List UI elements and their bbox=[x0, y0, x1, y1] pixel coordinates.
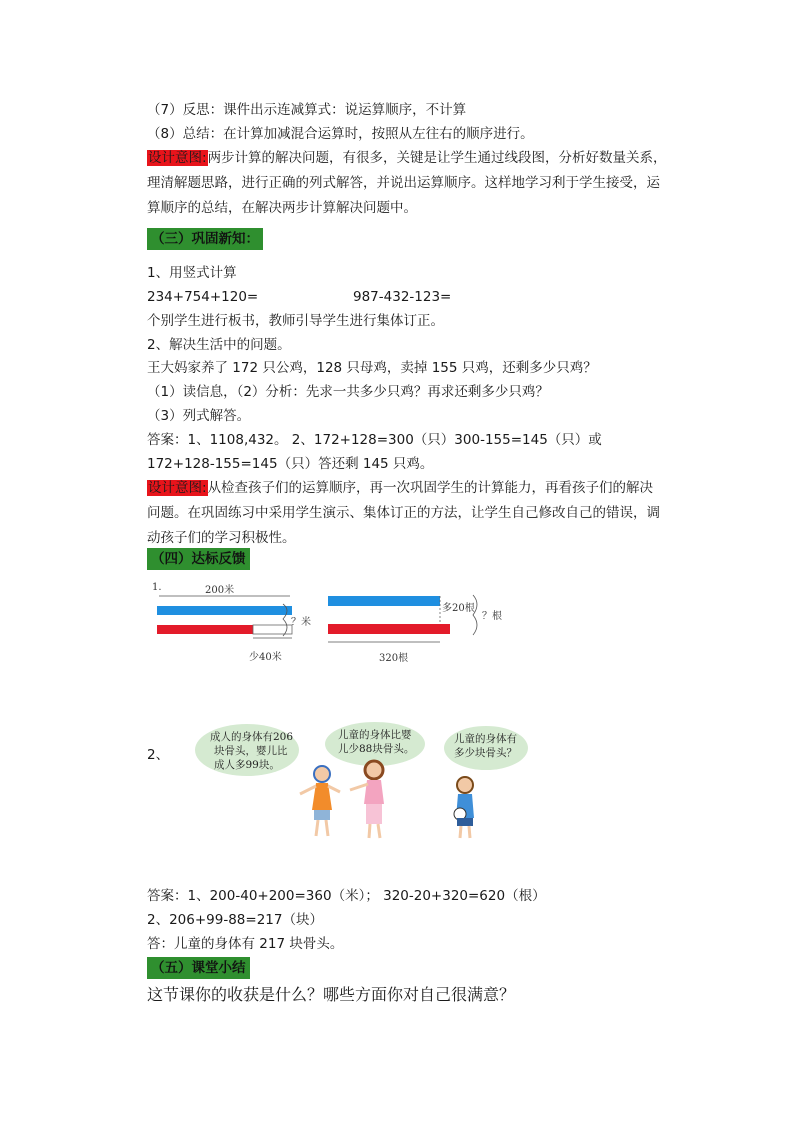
fig1-question2-label: ？根 bbox=[482, 611, 502, 622]
fig1-number: 1. bbox=[152, 582, 162, 593]
fig1-bottom-label: 320根 bbox=[379, 653, 409, 664]
bubble1-line2: 块骨头，婴儿比 bbox=[214, 745, 288, 757]
design-intent-tag: 设计意图: bbox=[148, 150, 207, 166]
fig1-question-label: ？米 bbox=[291, 617, 311, 628]
question-2-steps: （1）读信息，（2）分析：先求一共多少只鸡？再求还剩多少只鸡？ bbox=[147, 384, 549, 400]
design-intent-1-end: 算顺序的总结，在解决两步计算解决问题中。 bbox=[147, 200, 417, 216]
answer-1-cont: 172+128-155=145（只）答还剩 145 只鸡。 bbox=[147, 456, 434, 472]
design-intent-2 bbox=[147, 478, 653, 498]
design-intent-2-cont: 问题。在巩固练习中采用学生演示、集体订正的方法，让学生自己修改自己的错误，调 bbox=[147, 505, 660, 521]
design-intent-text: 从检查孩子们的运算顺序，再一次巩固学生的计算能力，再看孩子们的解决 bbox=[207, 480, 654, 496]
bubble1-line1: 成人的身体有206 bbox=[210, 731, 294, 743]
answer-2-c: 答：儿童的身体有 217 块骨头。 bbox=[147, 936, 344, 952]
answer-1: 答案：1、1108,432。 2、172+128=300（只）300-155=145（只）或 bbox=[147, 432, 602, 448]
question-2-title: 2、解决生活中的问题。 bbox=[147, 337, 291, 353]
bubble2-line1: 儿童的身体比婴 bbox=[338, 729, 412, 741]
design-intent-1-cont: 理清解题思路，进行正确的列式解答，并说出运算顺序。这样地学习利于学生接受，运 bbox=[147, 175, 660, 191]
fig2-number: 2、 bbox=[147, 747, 170, 763]
design-intent-1 bbox=[147, 148, 667, 168]
bubble2-line2: 儿少88块骨头。 bbox=[338, 743, 415, 755]
question-1-note: 个别学生进行板书，教师引导学生进行集体订正。 bbox=[147, 313, 444, 329]
bubble3-line1: 儿童的身体有 bbox=[454, 733, 517, 745]
girl-figure bbox=[300, 766, 340, 836]
fig1-less-label: 少40米 bbox=[249, 652, 282, 663]
bubble3-line2: 多少块骨头？ bbox=[454, 747, 517, 759]
question-1-title: 1、用竖式计算 bbox=[147, 265, 237, 281]
section-heading-4: （四）达标反馈 bbox=[147, 548, 250, 570]
design-intent-2-end: 动孩子们的学习积极性。 bbox=[147, 530, 296, 546]
question-2-text: 王大妈家养了 172 只公鸡，128 只母鸡，卖掉 155 只鸡，还剩多少只鸡？ bbox=[147, 360, 597, 376]
blue-bar-right bbox=[328, 596, 440, 606]
section-heading-3: （三）巩固新知： bbox=[147, 228, 263, 250]
section-heading-5: （五）课堂小结 bbox=[147, 957, 250, 979]
text-reflection: （7）反思：课件出示连减算式：说运算顺序，不计算 bbox=[147, 102, 467, 118]
dashed-segment bbox=[253, 625, 292, 634]
design-intent-tag: 设计意图: bbox=[148, 480, 207, 496]
woman-figure bbox=[350, 761, 384, 838]
question-2-steps-cont: （3）列式解答。 bbox=[147, 408, 251, 424]
red-bar-right bbox=[328, 624, 450, 634]
blue-bar-left bbox=[157, 606, 292, 615]
fig1-more-label: 多20根 bbox=[442, 603, 475, 614]
question-1-expr-b: 987-432-123= bbox=[353, 289, 452, 305]
answer-2-b: 2、206+99-88=217（块） bbox=[147, 912, 323, 928]
boy-figure bbox=[454, 777, 474, 838]
text-summary-step: （8）总结：在计算加减混合运算时，按照从左往右的顺序进行。 bbox=[147, 126, 534, 142]
children-speech-illustration bbox=[192, 722, 532, 844]
red-bar-left bbox=[157, 625, 253, 634]
bubble1-line3: 成人多99块。 bbox=[214, 759, 280, 771]
answer-2: 答案：1、200-40+200=360（米）； 320-20+320=620（根） bbox=[147, 888, 546, 904]
brace-right-right bbox=[473, 595, 477, 635]
fig1-top-label: 200米 bbox=[205, 585, 235, 596]
closing-question: 这节课你的收获是什么？哪些方面你对自己很满意？ bbox=[147, 985, 516, 1004]
question-1-expr-a: 234+754+120= bbox=[147, 289, 259, 305]
design-intent-text: 两步计算的解决问题，有很多，关键是让学生通过线段图，分析好数量关系， bbox=[207, 150, 667, 166]
segment-diagram bbox=[145, 578, 525, 670]
